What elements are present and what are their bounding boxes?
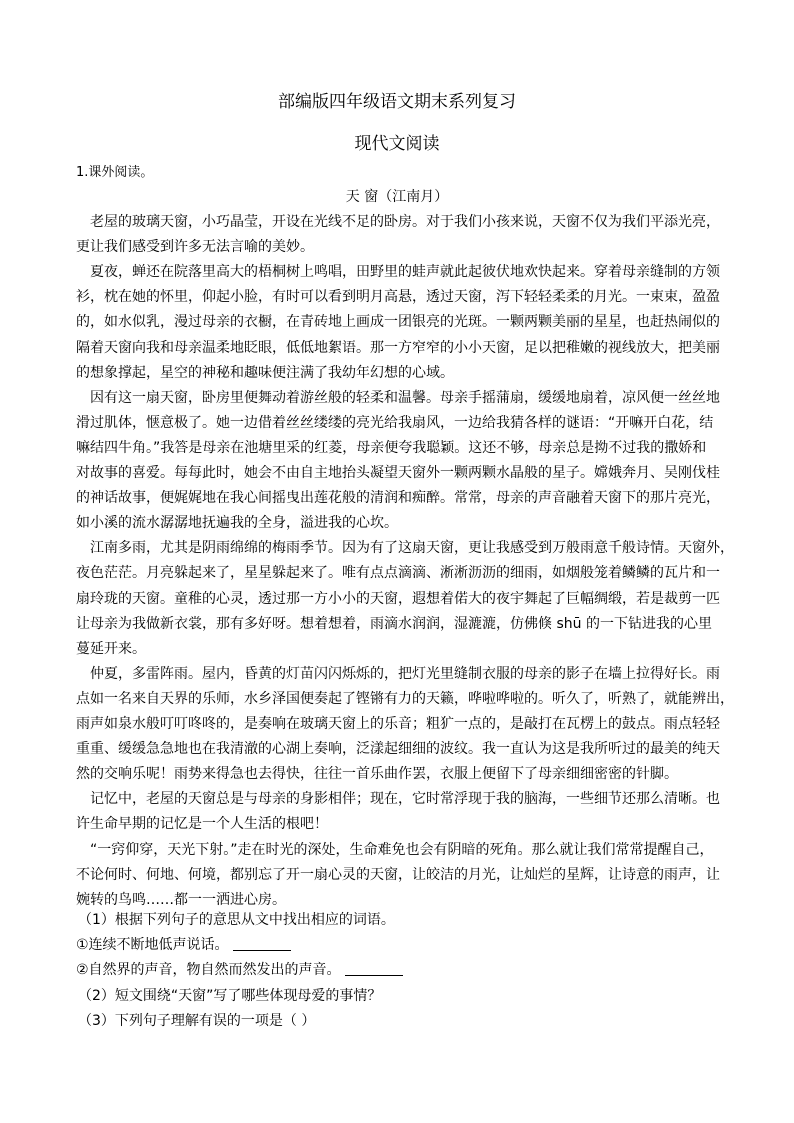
section-label: 1.课外阅读。 <box>76 165 154 180</box>
article-line: 隔着天窗向我和母亲温柔地眨眼，低低地絮语。那一方窄窄的小小天窗，足以把稚嫩的视线放大，把美丽 <box>76 339 720 356</box>
article-line: 让母亲为我做新衣裳，那有多好呀。想着想着，雨滴水润润，湿漉漉，仿佛倏 shū 的一下钻进我的心里 <box>76 615 712 632</box>
document-title: 部编版四年级语文期末系列复习 <box>278 92 516 112</box>
answer-blank-b[interactable] <box>345 961 403 976</box>
question-1-item-a-text: ①连续不断地低声说话。 <box>76 937 229 953</box>
question-1: （1）根据下列句子的意思从文中找出相应的词语。 <box>78 912 395 928</box>
question-3: （3）下列句子理解有误的一项是（ ） <box>78 1013 316 1029</box>
article-line: 因有这一扇天窗，卧房里便舞动着游丝般的轻柔和温馨。母亲手摇蒲扇，缓缓地扇着，凉风便一丝丝地 <box>90 389 720 406</box>
article-line: 重重、缓缓急急地也在我清澈的心湖上奏响，泛漾起细细的波纹。我一直认为这是我所听过的最美的纯天 <box>76 741 720 758</box>
article-line: 的神话故事，便娓娓地在我心间摇曳出莲花般的清润和痴醉。常常，母亲的声音融着天窗下的那片亮光， <box>76 490 720 507</box>
article-line: 嘛结四牛角。”我答是母亲在池塘里采的红菱，母亲便夸我聪颖。这还不够，母亲总是拗不过我的撒娇和 <box>76 439 707 456</box>
question-1-item-b-text: ②自然界的声音，物自然而然发出的声音。 <box>76 962 341 978</box>
article-line: 夏夜，蝉还在院落里高大的梧桐树上鸣唱，田野里的蛙声就此起彼伏地欢快起来。穿着母亲缝制的方领 <box>90 264 720 281</box>
article-line: 的，如水似乳，漫过母亲的衣橱，在青砖地上画成一团银亮的光斑。一颗两颗美丽的星星，也赶热闹似的 <box>76 314 720 331</box>
question-1-item-b <box>76 959 403 981</box>
article-line: “一窍仰穿，天光下射。”走在时光的深处，生命难免也会有阴暗的死角。那么就让我们常常提醒自己， <box>90 841 714 858</box>
article-line: 夜色茫茫。月亮躲起来了，星星躲起来了。唯有点点滴滴、淅淅沥沥的细雨，如烟般笼着鳞鳞的瓦片和一 <box>76 565 720 582</box>
article-line: 衫，枕在她的怀里，仰起小脸，有时可以看到明月高悬，透过天窗，泻下轻轻柔柔的月光。一束束，盈盈 <box>76 289 720 306</box>
article-line: 点如一名来自天界的乐师，水乡泽国便奏起了铿锵有力的天籁，哗啦哗啦的。听久了，听熟了，就能辨出， <box>76 690 734 707</box>
article-line: 如小溪的流水潺潺地抚遍我的全身，溢进我的心坎。 <box>76 515 398 532</box>
article-line: 婉转的鸟鸣……都一一洒进心房。 <box>76 891 286 908</box>
question-1-item-a <box>76 934 291 956</box>
article-line: 对故事的喜爱。每每此时，她会不由自主地抬头凝望天窗外一颗两颗水晶般的星子。嫦娥奔月、吴刚伐桂 <box>76 465 720 481</box>
article-line: 江南多雨，尤其是阴雨绵绵的梅雨季节。因为有了这扇天窗，更让我感受到万般雨意千般诗情。天窗外， <box>90 540 734 557</box>
article-line: 扇玲珑的天窗。童稚的心灵，透过那一方小小的天窗，遐想着偌大的夜宇舞起了巨幅绸缎，若是裁剪一匹 <box>76 590 720 607</box>
article-line: 仲夏，多雷阵雨。屋内，昏黄的灯苗闪闪烁烁的，把灯光里缝制衣服的母亲的影子在墙上拉得好长。雨 <box>90 665 720 682</box>
article-line: 许生命早期的记忆是一个人生活的根吧！ <box>76 816 328 833</box>
article-line: 蔓延开来。 <box>76 640 146 657</box>
article-line: 记忆中，老屋的天窗总是与母亲的身影相伴；现在，它时常浮现于我的脑海，一些细节还那么清晰。也 <box>90 791 720 808</box>
article-title: 天 窗（江南月） <box>345 189 449 205</box>
document-subtitle: 现代文阅读 <box>354 134 440 154</box>
article-line: 的想象撑起，星空的神秘和趣味便注满了我幼年幻想的心域。 <box>76 364 454 381</box>
article-line: 滑过肌体，惬意极了。她一边借着丝丝缕缕的亮光给我扇风，一边给我猜各样的谜语：“开嘛开白花，结 <box>76 414 714 431</box>
article-line: 老屋的玻璃天窗，小巧晶莹，开设在光线不足的卧房。对于我们小孩来说，天窗不仅为我们平添光亮， <box>90 214 720 230</box>
article-line: 更让我们感受到许多无法言喻的美妙。 <box>76 239 314 256</box>
question-2: （2）短文围绕“天窗”写了哪些体现母爱的事情？ <box>78 988 382 1004</box>
answer-blank-a[interactable] <box>233 936 291 951</box>
article-line: 雨声如泉水般叮叮咚咚的，是奏响在玻璃天窗上的乐音；粗犷一点的，是敲打在瓦楞上的鼓点。雨点轻轻 <box>76 716 720 732</box>
article-line: 然的交响乐呢！雨势来得急也去得快，往往一首乐曲作罢，衣服上便留下了母亲细细密密的针脚。 <box>76 766 678 783</box>
article-line: 不论何时、何地、何境，都别忘了开一扇心灵的天窗，让皎洁的月光，让灿烂的星辉，让诗意的雨声，让 <box>76 866 720 883</box>
